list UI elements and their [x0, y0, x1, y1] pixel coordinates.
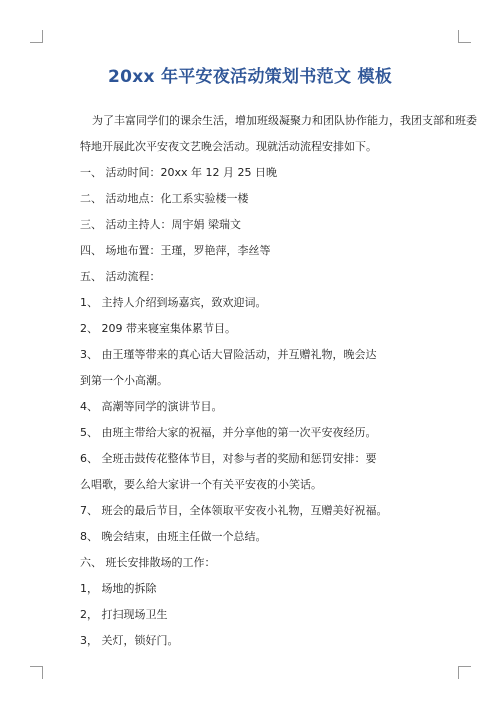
crop-mark-top-right — [458, 30, 471, 43]
cleanup-step-1: 1， 场地的拆除 — [80, 582, 157, 595]
flow-step-8: 8、 晚会结束，由班主任做一个总结。 — [80, 530, 267, 543]
intro-line-2: 特地开展此次平安夜文艺晚会活动。现就活动流程安排如下。 — [80, 140, 377, 153]
item-venue-setup: 四、 场地布置：王瑾，罗艳萍，李丝等 — [80, 244, 271, 257]
intro-line-1: 为了丰富同学们的课余生活，增加班级凝聚力和团队协作能力，我团支部和班委 — [92, 114, 477, 127]
item-activity-time: 一、 活动时间：20xx 年 12 月 25 日晚 — [80, 166, 277, 179]
item-cleanup-arrangement: 六、 班长安排散场的工作： — [80, 556, 216, 569]
flow-step-5: 5、 由班主带给大家的祝福，并分享他的第一次平安夜经历。 — [80, 426, 377, 439]
crop-mark-top-left — [30, 30, 43, 43]
item-activity-flow: 五、 活动流程： — [80, 270, 161, 283]
flow-step-2: 2、 209 带来寝室集体累节目。 — [80, 322, 236, 335]
item-activity-host: 三、 活动主持人：周宇娟 梁瑞文 — [80, 218, 241, 231]
cleanup-step-3: 3， 关灯，锁好门。 — [80, 634, 179, 647]
flow-step-7: 7、 班会的最后节目，全体领取平安夜小礼物，互赠美好祝福。 — [80, 504, 388, 517]
cleanup-step-2: 2， 打扫现场卫生 — [80, 608, 168, 621]
flow-step-6-cont: 么唱歌，要么给大家讲一个有关平安夜的小笑话。 — [80, 478, 322, 491]
flow-step-3: 3、 由王瑾等带来的真心话大冒险活动，并互赠礼物，晚会达 — [80, 348, 377, 361]
flow-step-6: 6、 全班击鼓传花整体节目，对参与者的奖励和惩罚安排：要 — [80, 452, 377, 465]
document-title: 20xx 年平安夜活动策划书范文 模板 — [107, 67, 393, 87]
flow-step-1: 1、 主持人介绍到场嘉宾，致欢迎词。 — [80, 296, 267, 309]
crop-mark-bottom-left — [30, 666, 43, 679]
item-activity-location: 二、 活动地点：化工系实验楼一楼 — [80, 192, 249, 205]
flow-step-3-cont: 到第一个小高潮。 — [80, 374, 168, 387]
crop-mark-bottom-right — [458, 666, 471, 679]
flow-step-4: 4、 高潮等同学的演讲节目。 — [80, 400, 223, 413]
